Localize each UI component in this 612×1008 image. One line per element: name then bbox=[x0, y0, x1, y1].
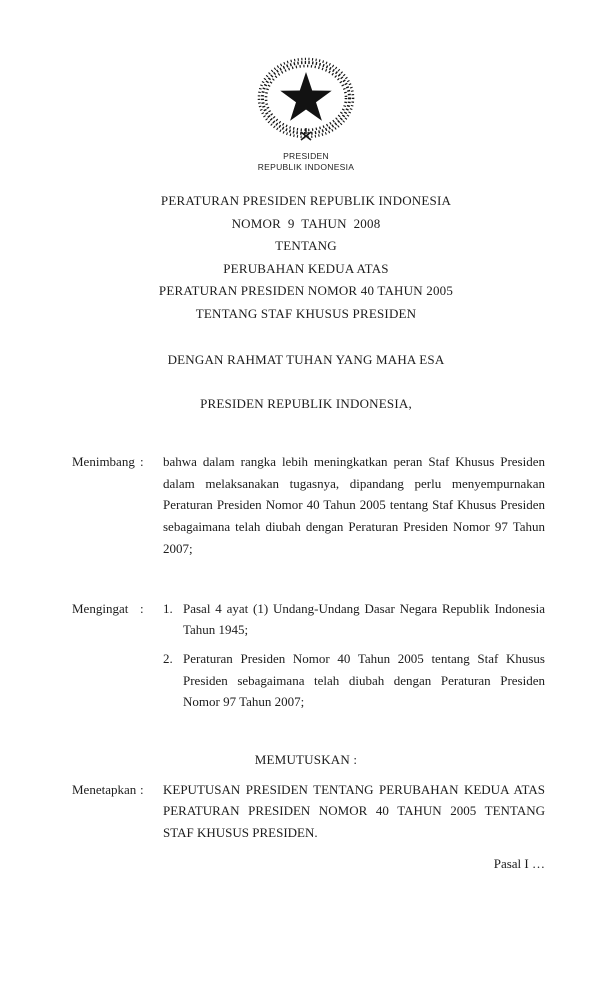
decision-heading: MEMUTUSKAN : bbox=[254, 752, 358, 768]
enacting-clause bbox=[0, 779, 612, 844]
list-item-text: Peraturan Presiden Nomor 40 Tahun 2005 tentang Staf Khusus Presiden sebagaimana telah diubah dengan Peraturan Presiden Nomor 97 Tahun 2007; bbox=[183, 650, 545, 710]
list-item bbox=[163, 648, 545, 713]
title-line-regulation: PERATURAN PRESIDEN REPUBLIK INDONESIA bbox=[160, 193, 452, 208]
title-line-amendment: PERUBAHAN KEDUA ATAS bbox=[223, 260, 389, 276]
list-item-number: 2. bbox=[163, 650, 173, 666]
title-line-subject: TENTANG STAF KHUSUS PRESIDEN bbox=[195, 305, 417, 321]
list-item bbox=[163, 598, 545, 641]
enacting-colon: : bbox=[140, 781, 144, 797]
emblem-container bbox=[0, 0, 612, 173]
recalling-label: Mengingat bbox=[72, 600, 129, 616]
considering-clause bbox=[0, 451, 612, 560]
emblem-caption-line2: REPUBLIK INDONESIA bbox=[257, 162, 355, 172]
invocation-line: DENGAN RAHMAT TUHAN YANG MAHA ESA bbox=[167, 352, 445, 367]
recalling-list bbox=[163, 598, 545, 714]
considering-text: bahwa dalam rangka lebih meningkatkan peran Staf Khusus Presiden dalam melaksanakan tugasnya, dipandang perlu menyempurnakan Peraturan Presiden Nomor 40 Tahun 2005 tentang Staf Khusus Presiden sebagaimana telah diubah dengan Peraturan Presiden Nomor 97 Tahun 2007; bbox=[163, 454, 545, 556]
emblem-caption-line1: PRESIDEN bbox=[283, 151, 329, 161]
considering-colon: : bbox=[140, 454, 144, 469]
title-line-tentang: TENTANG bbox=[275, 238, 337, 253]
recalling-clause bbox=[0, 598, 612, 714]
list-item-text: Pasal 4 ayat (1) Undang-Undang Dasar Negara Republik Indonesia Tahun 1945; bbox=[183, 600, 545, 638]
title-block bbox=[0, 190, 612, 325]
list-item-number: 1. bbox=[163, 600, 173, 616]
recalling-colon: : bbox=[140, 600, 144, 616]
authority-line: PRESIDEN REPUBLIK INDONESIA, bbox=[200, 396, 412, 411]
title-line-number-year: NOMOR 9 TAHUN 2008 bbox=[231, 215, 381, 231]
title-line-base-regulation: PERATURAN PRESIDEN NOMOR 40 TAHUN 2005 bbox=[158, 283, 454, 298]
presidential-star-wreath-icon bbox=[254, 131, 358, 148]
enacting-label: Menetapkan bbox=[72, 781, 137, 797]
considering-label: Menimbang bbox=[72, 454, 135, 469]
enacting-text: KEPUTUSAN PRESIDEN TENTANG PERUBAHAN KEDUA ATAS PERATURAN PRESIDEN NOMOR 40 TAHUN 2005 TENTANG STAF KHUSUS PRESIDEN. bbox=[163, 781, 545, 841]
catchword-pasal: Pasal I … bbox=[493, 855, 545, 871]
